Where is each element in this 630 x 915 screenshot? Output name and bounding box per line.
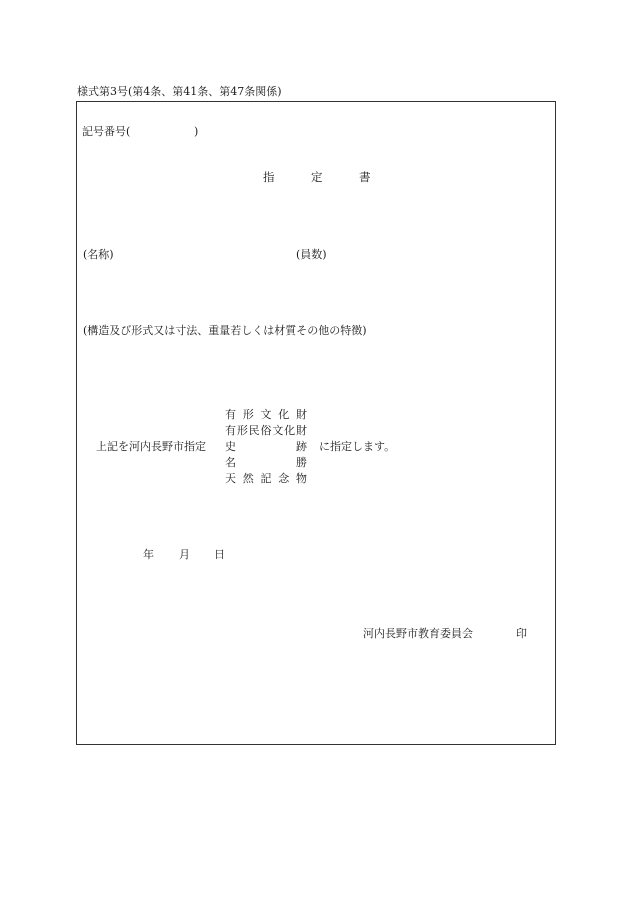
scenic-beauty-char-2: 勝 [296, 456, 307, 469]
category-char: 然 [242, 472, 254, 485]
category-char: 財 [296, 408, 307, 421]
registration-number-label: 記号番号( [82, 125, 131, 138]
category-char: 文 [260, 408, 272, 421]
count-label: (員数) [296, 248, 327, 261]
structure-label: (構造及び形式又は寸法、重量若しくは材質その他の特徴) [83, 324, 367, 337]
document-title-char-1: 指 [263, 170, 275, 184]
category-scenic-beauty [225, 457, 307, 469]
category-char: 化 [278, 408, 290, 421]
date-month: 月 [179, 548, 190, 561]
category-char: 天 [225, 472, 236, 485]
category-historic-site [225, 441, 307, 453]
registration-number-close: ) [194, 125, 199, 138]
date-day: 日 [214, 548, 225, 561]
designation-suffix: に指定します。 [319, 440, 396, 453]
category-char: 化 [284, 424, 296, 437]
category-char: 物 [296, 472, 307, 485]
document-title-char-3: 書 [359, 170, 371, 184]
historic-site-char-1: 史 [225, 440, 236, 453]
category-char: 形 [236, 424, 248, 437]
historic-site-char-2: 跡 [296, 440, 307, 453]
date-year: 年 [143, 548, 154, 561]
category-char: 文 [272, 424, 284, 437]
document-title-char-2: 定 [311, 170, 323, 184]
category-char: 記 [260, 472, 272, 485]
category-tangible-folk-cultural-property [225, 425, 307, 437]
scenic-beauty-char-1: 名 [225, 456, 236, 469]
category-char: 民 [248, 424, 260, 437]
category-char: 財 [296, 424, 307, 437]
designation-prefix: 上記を河内長野市指定 [96, 440, 206, 453]
category-natural-monument [225, 473, 307, 485]
issuer-name: 河内長野市教育委員会 [363, 627, 473, 640]
category-tangible-cultural-property [225, 409, 307, 421]
form-number: 様式第3号(第4条、第41条、第47条関係) [77, 85, 282, 98]
seal-mark: 印 [516, 627, 527, 640]
category-char: 有 [225, 424, 236, 437]
category-char: 形 [242, 408, 254, 421]
category-char: 有 [225, 408, 236, 421]
category-char: 念 [278, 472, 290, 485]
certificate-frame [76, 101, 556, 745]
name-label: (名称) [83, 248, 114, 261]
category-char: 俗 [260, 424, 272, 437]
